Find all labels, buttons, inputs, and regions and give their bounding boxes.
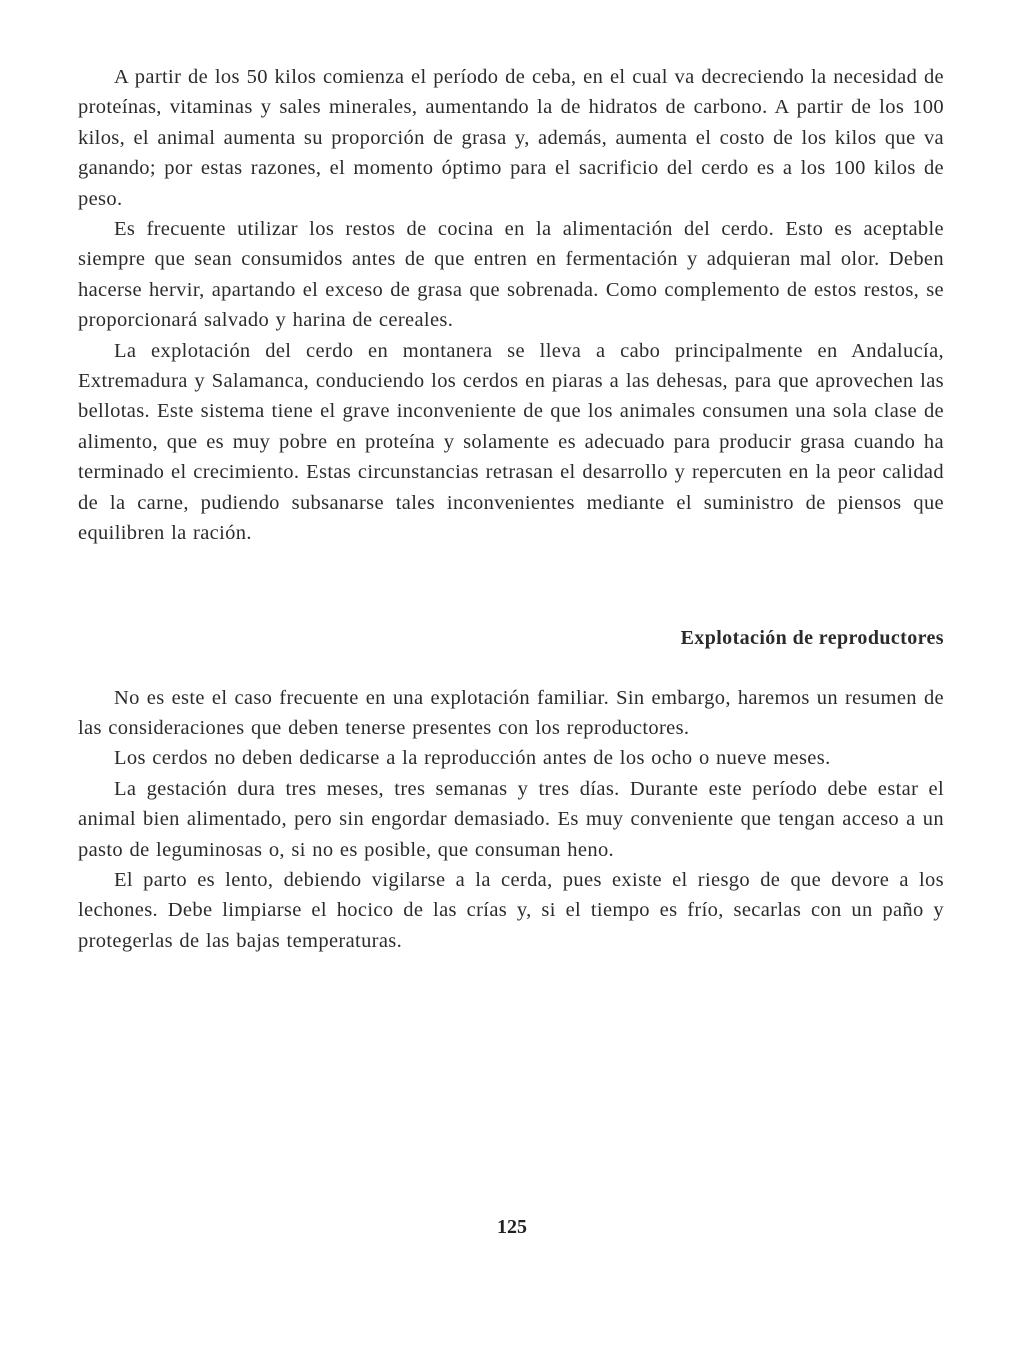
section-heading: Explotación de reproductores <box>680 626 944 649</box>
paragraph-montanera: La explotación del cerdo en montanera se lleva a cabo principalmente en Andalucía, Extremadura y Salamanca, conduciendo los cerdos en piaras a las dehesas, para que aprovechen las bellotas. Este sistema tiene el grave inconveniente de que los animales consumen una sola clase de alimento, que es muy pobre en proteína y solamente es adecuado para producir grasa cuando ha terminado el crecimiento. Estas circunstancias retrasan el desarrollo y repercuten en la peor calidad de la carne, pudiendo subsanarse tales inconvenientes mediante el suministro de piensos que equilibren la ración. <box>78 339 944 545</box>
paragraph-intro-reproductores: No es este el caso frecuente en una explotación familiar. Sin embargo, haremos un resumen de las consideraciones que deben tenerse presentes con los reproductores. <box>78 686 944 739</box>
paragraph-parto: El parto es lento, debiendo vigilarse a la cerda, pues existe el riesgo de que devore a los lechones. Debe limpiarse el hocico de las crías y, si el tiempo es frío, secarlas con un paño y protegerlas de las bajas temperaturas. <box>78 868 944 952</box>
paragraph-restos-cocina: Es frecuente utilizar los restos de cocina en la alimentación del cerdo. Esto es aceptable siempre que sean consumidos antes de que entren en fermentación y adquieran mal olor. Deben hacerse hervir, apartando el exceso de grasa que sobrenada. Como complemento de estos restos, se proporcionará salvado y harina de cereales. <box>78 218 944 332</box>
page-body <box>78 62 944 956</box>
paragraph-gestacion: La gestación dura tres meses, tres semanas y tres días. Durante este período debe estar el animal bien alimentado, pero sin engordar demasiado. Es muy conveniente que tengan acceso a un pasto de leguminosas o, si no es posible, que consuman heno. <box>78 777 944 861</box>
paragraph-ceba: A partir de los 50 kilos comienza el período de ceba, en el cual va decreciendo la necesidad de proteínas, vitaminas y sales minerales, aumentando la de hidratos de carbono. A partir de los 100 kilos, el animal aumenta su proporción de grasa y, además, aumenta el costo de los kilos que va ganando; por estas razones, el momento óptimo para el sacrificio del cerdo es a los 100 kilos de peso. <box>78 66 944 210</box>
page-number: 125 <box>497 1216 527 1238</box>
paragraph-edad-reproduccion: Los cerdos no deben dedicarse a la reproducción antes de los ocho o nueve meses. <box>114 747 831 770</box>
